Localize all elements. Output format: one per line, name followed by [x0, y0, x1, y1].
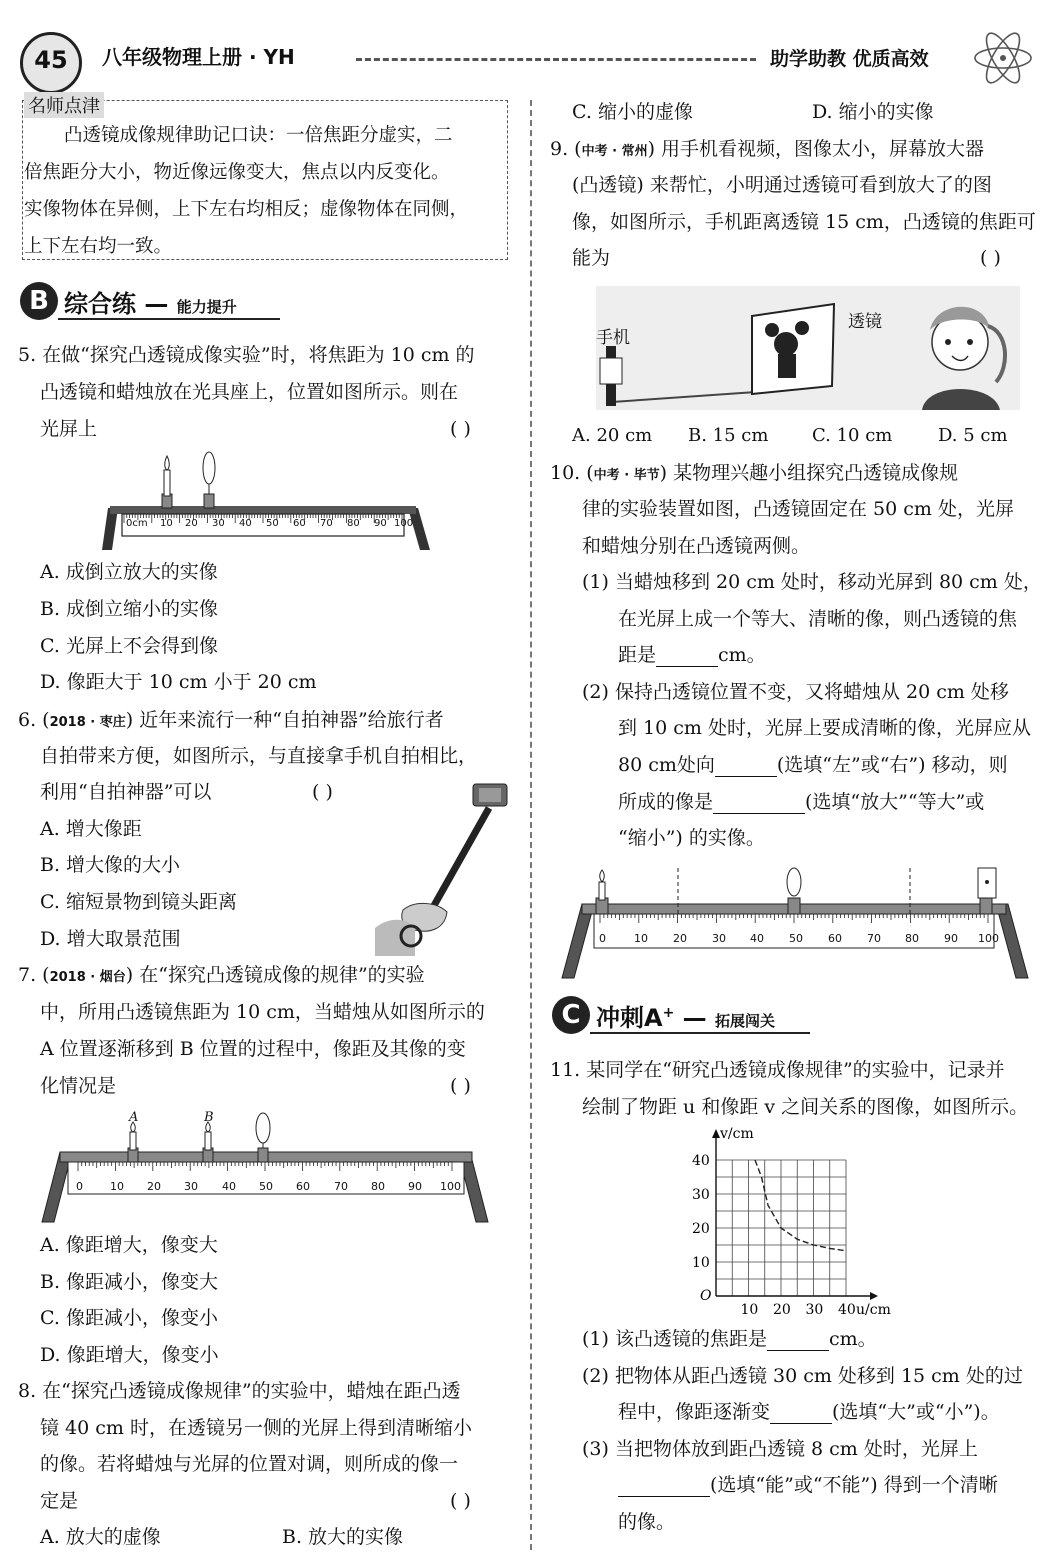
ruler-label: 30 [184, 1180, 198, 1193]
y-tick-label: 40 [692, 1153, 710, 1169]
q5-line: 光屏上 [40, 418, 98, 440]
q6-line: 利用“自拍神器”可以 [40, 781, 212, 803]
section-c-badge: C [552, 996, 590, 1034]
x-axis-arrow [870, 1292, 878, 1300]
q9-source: 中考 · 常州 [581, 144, 648, 159]
slogan: 助学助教 优质高效 [770, 48, 929, 70]
q10-line1 [550, 461, 958, 488]
ruler-label: 10 [160, 518, 173, 529]
x-tick-label: 30 [805, 1302, 824, 1318]
q10-source: 中考 · 毕节 [593, 468, 660, 483]
q11-line: 11. 某同学在“研究凸透镜成像规律”的实验中，记录并 [550, 1059, 1005, 1081]
q7-option: D. 像距增大，像变小 [40, 1344, 219, 1366]
y-axis-arrow [712, 1129, 720, 1138]
q6-option: B. 增大像的大小 [40, 854, 181, 876]
q11-p1-text: (1) 该凸透镜的焦距是 [582, 1328, 767, 1350]
q6-num: 6. ( [18, 709, 50, 731]
q5-ruler-labels [122, 518, 412, 534]
ruler-label: 70 [320, 518, 333, 529]
q10-p2-line: 到 10 cm 处时，光屏上要成清晰的像，光屏应从 [618, 717, 1031, 739]
q8-line: 8. 在“探究凸透镜成像规律”的实验中，蜡烛在距凸透 [18, 1380, 461, 1402]
q8-option-a: A. 放大的虚像 [40, 1526, 161, 1548]
q5-line: 凸透镜和蜡烛放在光具座上，位置如图所示。则在 [40, 381, 459, 403]
ruler-label: 70 [867, 932, 881, 945]
ruler-label: 20 [673, 932, 687, 945]
q7-line: A 位置逐渐移到 B 位置的过程中，像距及其像的变 [40, 1038, 466, 1060]
q5-option: B. 成倒立缩小的实像 [40, 598, 219, 620]
atom-logo-icon [972, 30, 1034, 86]
section-dash: — [136, 290, 177, 318]
q7-line1 [18, 963, 425, 990]
q9-line: 像，如图所示，手机距离透镜 15 cm，凸透镜的焦距可 [572, 211, 1036, 233]
section-b-badge: B [20, 282, 58, 320]
ruler-label: 100 [978, 932, 999, 945]
q10-p2-line: “缩小”) 的实像。 [618, 827, 765, 849]
q5-optical-bench-figure [100, 450, 430, 554]
x-tick-label: 20 [773, 1302, 791, 1318]
section-c-title-text: 冲刺A [596, 1004, 663, 1032]
origin-label: O [700, 1288, 712, 1304]
ruler-label: 70 [334, 1180, 348, 1193]
x-axis-label: u/cm [856, 1302, 891, 1318]
q6-line: 自拍带来方便，如图所示，与直接拿手机自拍相比， [40, 745, 478, 767]
ruler-label: 0cm [126, 518, 148, 529]
q7-option: A. 像距增大，像变大 [40, 1234, 218, 1256]
y-tick-label: 20 [692, 1221, 710, 1237]
ruler-label: 60 [296, 1180, 310, 1193]
q7-line: 化情况是 [40, 1075, 117, 1097]
tip-line: 倍焦距分大小，物近像远像变大，焦点以内反变化。 [24, 162, 450, 183]
ruler-label: 0 [599, 932, 606, 945]
q11-p1-line [582, 1327, 877, 1351]
tip-line: 上下左右均一致。 [24, 236, 173, 257]
q5-option: C. 光屏上不会得到像 [40, 635, 218, 657]
q11-p3-line: (3) 当把物体放到距凸透镜 8 cm 处时，光屏上 [582, 1438, 978, 1460]
q5-option: D. 像距大于 10 cm 小于 20 cm [40, 671, 317, 693]
q10-optical-bench-figure [560, 864, 1030, 980]
q8-line: 镜 40 cm 时，在透镜另一侧的光屏上得到清晰缩小 [40, 1417, 472, 1439]
q9-option: C. 10 cm [812, 425, 893, 446]
q10-p2-text: 80 cm处向 [618, 754, 715, 776]
q9-label-phone: 手机 [596, 328, 630, 348]
q7-line: 中，所用凸透镜焦距为 10 cm，当蜡烛从如图所示的 [40, 1001, 485, 1023]
q11-p1-unit: cm。 [828, 1328, 877, 1350]
y-tick-label: 10 [692, 1255, 710, 1271]
q10-line: 和蜡烛分别在凸透镜两侧。 [582, 535, 811, 557]
q7-option: C. 像距减小，像变小 [40, 1307, 218, 1329]
q6-source: 2018 · 枣庄 [49, 715, 126, 730]
q10-p2-line4 [618, 790, 984, 814]
ruler-label: 80 [347, 518, 360, 529]
q11-p2-text: (选填“大”或“小”)。 [832, 1401, 1000, 1423]
q10-p2-line: (2) 保持凸透镜位置不变，又将蜡烛从 20 cm 处移 [582, 681, 1009, 703]
ruler-label: 60 [293, 518, 306, 529]
q11-line: 绘制了物距 u 和像距 v 之间关系的图像，如图所示。 [582, 1096, 1029, 1118]
q11-uv-chart [680, 1124, 920, 1324]
ruler-label: 50 [789, 932, 803, 945]
ruler-label: 100 [440, 1180, 461, 1193]
section-b-subtitle: 能力提升 [176, 298, 237, 316]
q11-p2-line2 [618, 1400, 1000, 1424]
q9-line1 [550, 137, 984, 164]
section-b-underline [58, 318, 280, 320]
q10-ruler-labels [596, 932, 1016, 948]
section-b-title-text: 综合练 [64, 290, 136, 318]
q8-option-d: D. 缩小的实像 [812, 101, 934, 123]
column-divider [530, 100, 532, 1550]
q11-p3-blank[interactable] [618, 1478, 710, 1497]
q9-option: A. 20 cm [572, 425, 653, 446]
selfie-stick-figure [375, 778, 515, 956]
q10-line1-rest: ) 某物理兴趣小组探究凸透镜成像规 [659, 462, 959, 484]
q9-option: B. 15 cm [688, 425, 769, 446]
ruler-label: 90 [408, 1180, 422, 1193]
q10-p1-line: (1) 当蜡烛移到 20 cm 处时，移动光屏到 80 cm 处， [582, 571, 1042, 593]
q11-p3-line2 [618, 1473, 998, 1497]
ruler-label: 0 [76, 1180, 83, 1193]
q9-option: D. 5 cm [938, 425, 1008, 446]
q7-num: 7. ( [18, 964, 50, 986]
section-c-subtitle: 拓展闯关 [715, 1012, 776, 1030]
q10-p2-blank1[interactable] [715, 758, 777, 777]
q6-answer-bracket: ( ) [312, 781, 333, 803]
section-c-sup: + [662, 1005, 675, 1021]
q6-option: A. 增大像距 [40, 818, 142, 840]
uv-curve [755, 1160, 846, 1251]
ruler-label: 30 [212, 518, 225, 529]
ruler-label: 90 [944, 932, 958, 945]
section-c-underline [590, 1032, 810, 1034]
q7-optical-bench-figure [40, 1108, 490, 1228]
q10-p1-line3 [618, 643, 766, 667]
q11-p3-line: 的像。 [618, 1511, 676, 1533]
q7-option: B. 像距减小，像变大 [40, 1271, 219, 1293]
q8-option-c: C. 缩小的虚像 [572, 101, 693, 123]
y-axis-label: v/cm [720, 1126, 754, 1142]
q10-p2-text: (选填“左”或“右”) 移动，则 [776, 754, 1008, 776]
q7-mark-b: B [204, 1110, 214, 1125]
q9-line: (凸透镜) 来帮忙，小明通过透镜可看到放大了的图 [572, 174, 992, 196]
page-number-badge [20, 32, 82, 94]
q10-num: 10. ( [550, 462, 594, 484]
ruler-label: 40 [750, 932, 764, 945]
q5-option: A. 成倒立放大的实像 [40, 561, 218, 583]
header-dashed-rule [356, 58, 756, 61]
q6-line1-rest: ) 近年来流行一种“自拍神器”给旅行者 [125, 709, 444, 731]
tip-line: 实像物体在异侧，上下左右均相反；虚像物体在同侧， [24, 199, 469, 220]
q10-line: 律的实验装置如图，凸透镜固定在 50 cm 处，光屏 [582, 498, 1014, 520]
q9-line1-rest: ) 用手机看视频，图像太小，屏幕放大器 [647, 138, 985, 160]
ruler-label: 80 [905, 932, 919, 945]
section-c-title [596, 998, 775, 1033]
q7-line1-rest: ) 在“探究凸透镜成像的规律”的实验 [125, 964, 425, 986]
ruler-label: 100 [394, 518, 414, 529]
ruler-label: 20 [147, 1180, 161, 1193]
q7-ruler-labels [72, 1180, 472, 1196]
q9-answer-bracket: ( ) [980, 247, 1001, 269]
q8-line: 定是 [40, 1490, 79, 1512]
tip-line: 凸透镜成像规律助记口诀：一倍焦距分虚实，二 [64, 125, 453, 146]
ruler-label: 10 [110, 1180, 124, 1193]
q8-line: 的像。若将蜡烛与光屏的位置对调，则所成的像一 [40, 1453, 459, 1475]
q11-p1-blank[interactable] [767, 1332, 829, 1351]
ruler-label: 50 [259, 1180, 273, 1193]
q10-p2-blank2[interactable] [713, 795, 805, 814]
q5-answer-bracket: ( ) [450, 418, 471, 440]
q8-option-b: B. 放大的实像 [282, 1526, 404, 1548]
x-tick-label: 40 [838, 1302, 856, 1318]
q6-option: C. 缩短景物到镜头距离 [40, 891, 237, 913]
ruler-label: 30 [712, 932, 726, 945]
q10-p2-text: (选填“放大”“等大”或 [805, 791, 985, 813]
q11-p2-blank[interactable] [770, 1405, 832, 1424]
tip-title: 名师点津 [24, 92, 104, 118]
q7-source: 2018 · 烟台 [49, 970, 126, 985]
q11-p3-text: (选填“能”或“不能”) 得到一个清晰 [710, 1474, 998, 1496]
q8-answer-bracket: ( ) [450, 1490, 471, 1512]
ruler-label: 90 [374, 518, 387, 529]
ruler-label: 80 [371, 1180, 385, 1193]
ruler-label: 40 [222, 1180, 236, 1193]
q10-p1-line: 在光屏上成一个等大、清晰的像，则凸透镜的焦 [618, 608, 1018, 630]
x-tick-label: 10 [740, 1302, 759, 1318]
ruler-label: 60 [828, 932, 842, 945]
y-tick-label: 30 [692, 1187, 710, 1203]
q9-label-lens: 透镜 [848, 312, 882, 332]
q6-line1 [18, 708, 444, 735]
q10-p1-unit: cm。 [718, 644, 766, 666]
book-title: 八年级物理上册 · YH [102, 45, 295, 69]
q11-p2-line: (2) 把物体从距凸透镜 30 cm 处移到 15 cm 处的过 [582, 1365, 1023, 1387]
q9-phone-lens-figure [596, 286, 1020, 410]
ruler-label: 50 [266, 518, 279, 529]
q7-mark-a: A [129, 1110, 139, 1125]
ruler-label: 20 [185, 518, 198, 529]
q10-p2-text: 所成的像是 [618, 791, 714, 813]
page-number: 45 [34, 46, 68, 74]
q6-option: D. 增大取景范围 [40, 928, 181, 950]
ruler-label: 10 [634, 932, 648, 945]
ruler-label: 40 [239, 518, 252, 529]
section-b-title [64, 284, 237, 319]
q9-line: 能为 [572, 247, 611, 269]
q9-num: 9. ( [550, 138, 582, 160]
q11-p2-text: 程中，像距逐渐变 [618, 1401, 771, 1423]
section-dash: — [674, 1004, 716, 1032]
q10-p2-line3 [618, 753, 1008, 777]
q7-answer-bracket: ( ) [450, 1075, 471, 1097]
q10-p1-blank[interactable] [656, 648, 718, 667]
q5-line: 5. 在做“探究凸透镜成像实验”时，将焦距为 10 cm 的 [18, 344, 475, 366]
q10-p1-text: 距是 [618, 644, 657, 666]
